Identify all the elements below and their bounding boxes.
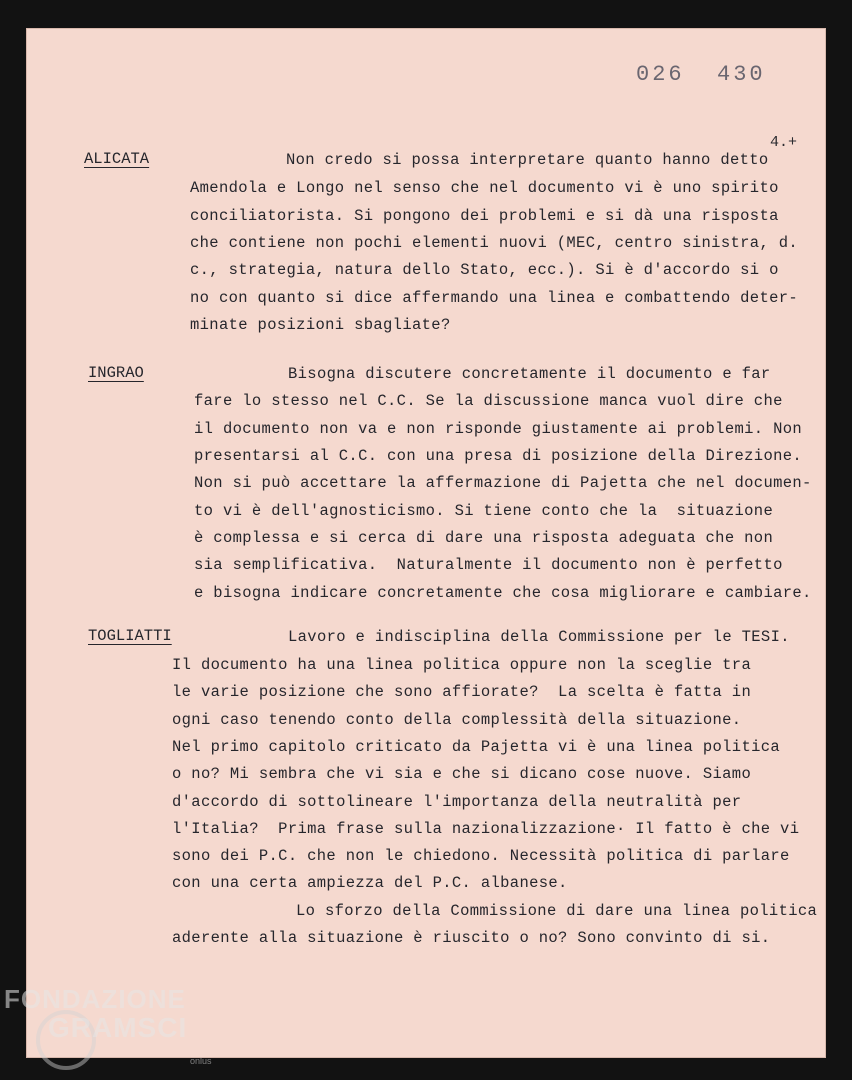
- watermark-line1: FONDAZIONE: [4, 984, 186, 1014]
- paragraph-line: d'accordo di sottolineare l'importanza della neutralità per: [172, 793, 742, 811]
- watermark: [4, 986, 187, 1042]
- paragraph-line: Non si può accettare la affermazione di Pajetta che nel documen-: [194, 474, 812, 492]
- document-page: [26, 28, 826, 1058]
- watermark-line2: GRAMSCI: [48, 1012, 188, 1043]
- archive-number: 026 430: [636, 62, 766, 87]
- paragraph-line: Non credo si possa interpretare quanto hanno detto: [286, 151, 769, 169]
- paragraph-line: fare lo stesso nel C.C. Se la discussione manca vuol dire che: [194, 392, 783, 410]
- paragraph-line: e bisogna indicare concretamente che cosa migliorare e cambiare.: [194, 584, 812, 602]
- watermark-sub: onlus: [190, 1056, 212, 1066]
- speaker-alicata: ALICATA: [84, 150, 150, 168]
- paragraph-line: Il documento ha una linea politica oppure non la sceglie tra: [172, 656, 752, 674]
- paragraph-line: o no? Mi sembra che vi sia e che si dicano cose nuove. Siamo: [172, 765, 752, 783]
- paragraph-line: che contiene non pochi elementi nuovi (MEC, centro sinistra, d.: [190, 234, 799, 252]
- paragraph-line: Bisogna discutere concretamente il documento e far: [288, 365, 771, 383]
- paragraph-line: aderente alla situazione è riuscito o no? Sono convinto di si.: [172, 929, 771, 947]
- paragraph-line: presentarsi al C.C. con una presa di posizione della Direzione.: [194, 447, 803, 465]
- paragraph-line: è complessa e si cerca di dare una risposta adeguata che non: [194, 529, 774, 547]
- paragraph-line: c., strategia, natura dello Stato, ecc.). Si è d'accordo si o: [190, 261, 779, 279]
- paragraph-line: Nel primo capitolo criticato da Pajetta vi è una linea politica: [172, 738, 781, 756]
- paragraph-line: con una certa ampiezza del P.C. albanese.: [172, 874, 568, 892]
- paragraph-line: le varie posizione che sono affiorate? La scelta è fatta in: [172, 683, 752, 701]
- paragraph-line: conciliatorista. Si pongono dei problemi e si dà una risposta: [190, 207, 779, 225]
- paragraph-line: no con quanto si dice affermando una linea e combattendo deter-: [190, 289, 799, 307]
- speaker-ingrao: INGRAO: [88, 364, 144, 382]
- paragraph-line: Amendola e Longo nel senso che nel documento vi è uno spirito: [190, 179, 779, 197]
- paragraph-line: ogni caso tenendo conto della complessità della situazione.: [172, 711, 742, 729]
- paragraph-line: il documento non va e non risponde giustamente ai problemi. Non: [194, 420, 803, 438]
- paragraph-line: sono dei P.C. che non le chiedono. Necessità politica di parlare: [172, 847, 790, 865]
- page-number: 4.+: [770, 134, 798, 151]
- paragraph-line: sia semplificativa. Naturalmente il documento non è perfetto: [194, 556, 783, 574]
- paragraph-line: l'Italia? Prima frase sulla nazionalizzazione· Il fatto è che vi: [172, 820, 800, 838]
- paragraph-line: to vi è dell'agnosticismo. Si tiene conto che la situazione: [194, 502, 774, 520]
- paragraph-line: minate posizioni sbagliate?: [190, 316, 451, 334]
- paragraph-line: Lavoro e indisciplina della Commissione per le TESI.: [288, 628, 790, 646]
- speaker-togliatti: TOGLIATTI: [88, 627, 172, 645]
- paragraph-line: Lo sforzo della Commissione di dare una linea politica: [296, 902, 818, 920]
